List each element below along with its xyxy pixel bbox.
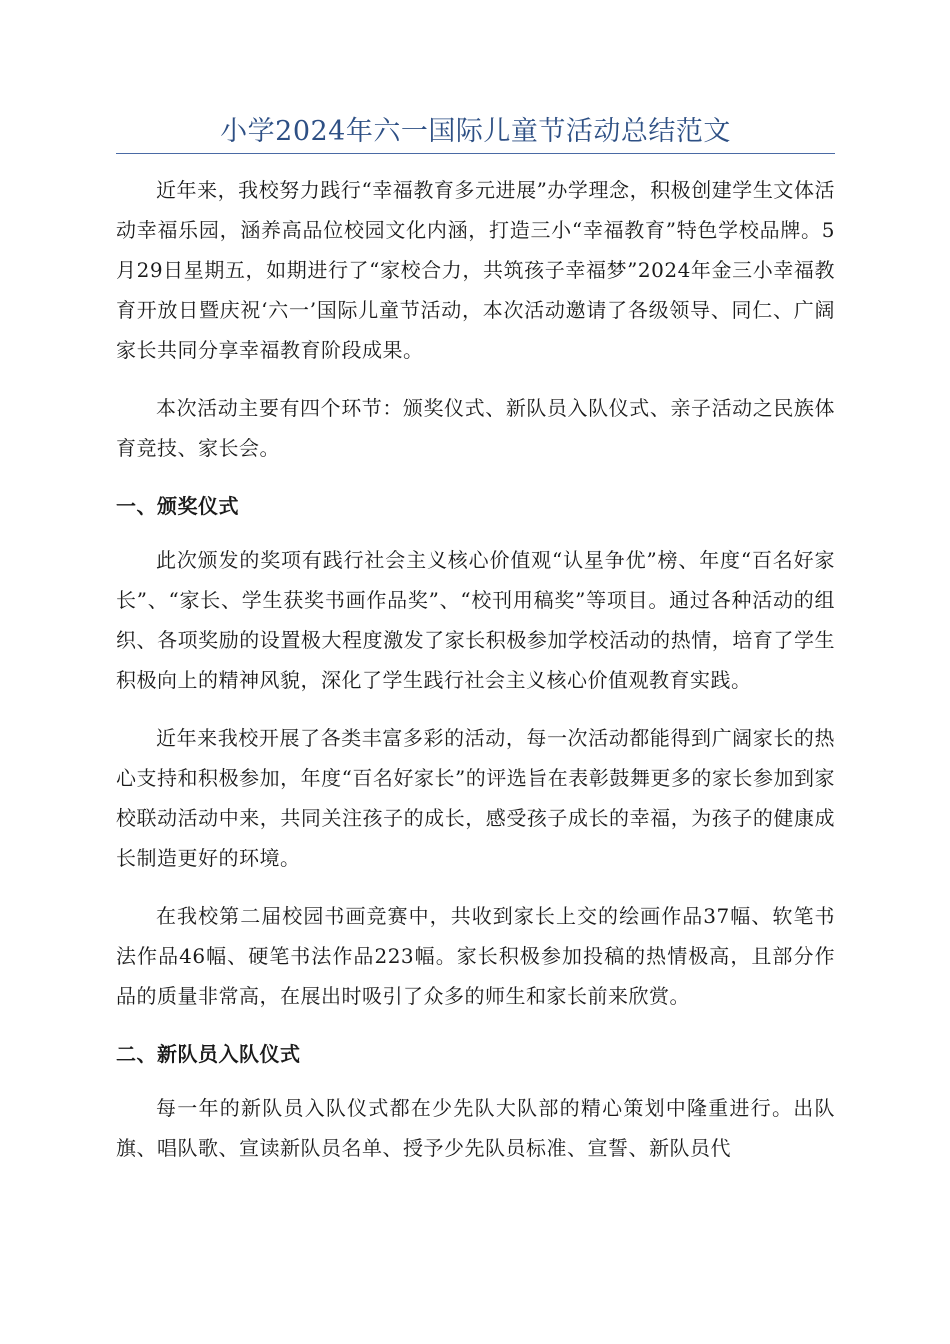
intro-paragraph-2: 本次活动主要有四个环节：颁奖仪式、新队员入队仪式、亲子活动之民族体育竞技、家长会。 bbox=[116, 396, 835, 460]
intro-paragraph-1: 近年来，我校努力践行“幸福教育多元进展”办学理念，积极创建学生文体活动幸福乐园，涵养高品位校园文化内涵，打造三小“幸福教育”特色学校品牌。5月29日星期五，如期进行了“家校合力，共筑孩子幸福梦”2024年金三小幸福教育开放日暨庆祝‘六一’国际儿童节活动，本次活动邀请了各级领导、同仁、广阔家长共同分享幸福教育阶段成果。 bbox=[116, 178, 835, 362]
awards-paragraph-1: 此次颁发的奖项有践行社会主义核心价值观“认星争优”榜、年度“百名好家长”、“家长、学生获奖书画作品奖”、“校刊用稿奖”等项目。通过各种活动的组织、各项奖励的设置极大程度激发了家长积极参加学校活动的热情，培育了学生积极向上的精神风貌，深化了学生践行社会主义核心价值观教育实践。 bbox=[116, 548, 835, 692]
title-underline bbox=[116, 153, 835, 154]
section-heading-awards: 一、颁奖仪式 bbox=[116, 494, 239, 518]
awards-paragraph-2: 近年来我校开展了各类丰富多彩的活动，每一次活动都能得到广阔家长的热心支持和积极参加，年度“百名好家长”的评选旨在表彰鼓舞更多的家长参加到家校联动活动中来，共同关注孩子的成长，感受孩子成长的幸福，为孩子的健康成长制造更好的环境。 bbox=[116, 726, 835, 870]
awards-paragraph-3: 在我校第二届校园书画竞赛中，共收到家长上交的绘画作品37幅、软笔书法作品46幅、硬笔书法作品223幅。家长积极参加投稿的热情极高，且部分作品的质量非常高，在展出时吸引了众多的师生和家长前来欣赏。 bbox=[116, 904, 835, 1008]
document-body bbox=[116, 170, 835, 1186]
document-title: 小学2024年六一国际儿童节活动总结范文 bbox=[220, 116, 731, 147]
induction-paragraph-1: 每一年的新队员入队仪式都在少先队大队部的精心策划中隆重进行。出队旗、唱队歌、宣读新队员名单、授予少先队员标准、宣誓、新队员代 bbox=[116, 1096, 835, 1160]
section-heading-induction: 二、新队员入队仪式 bbox=[116, 1042, 301, 1066]
